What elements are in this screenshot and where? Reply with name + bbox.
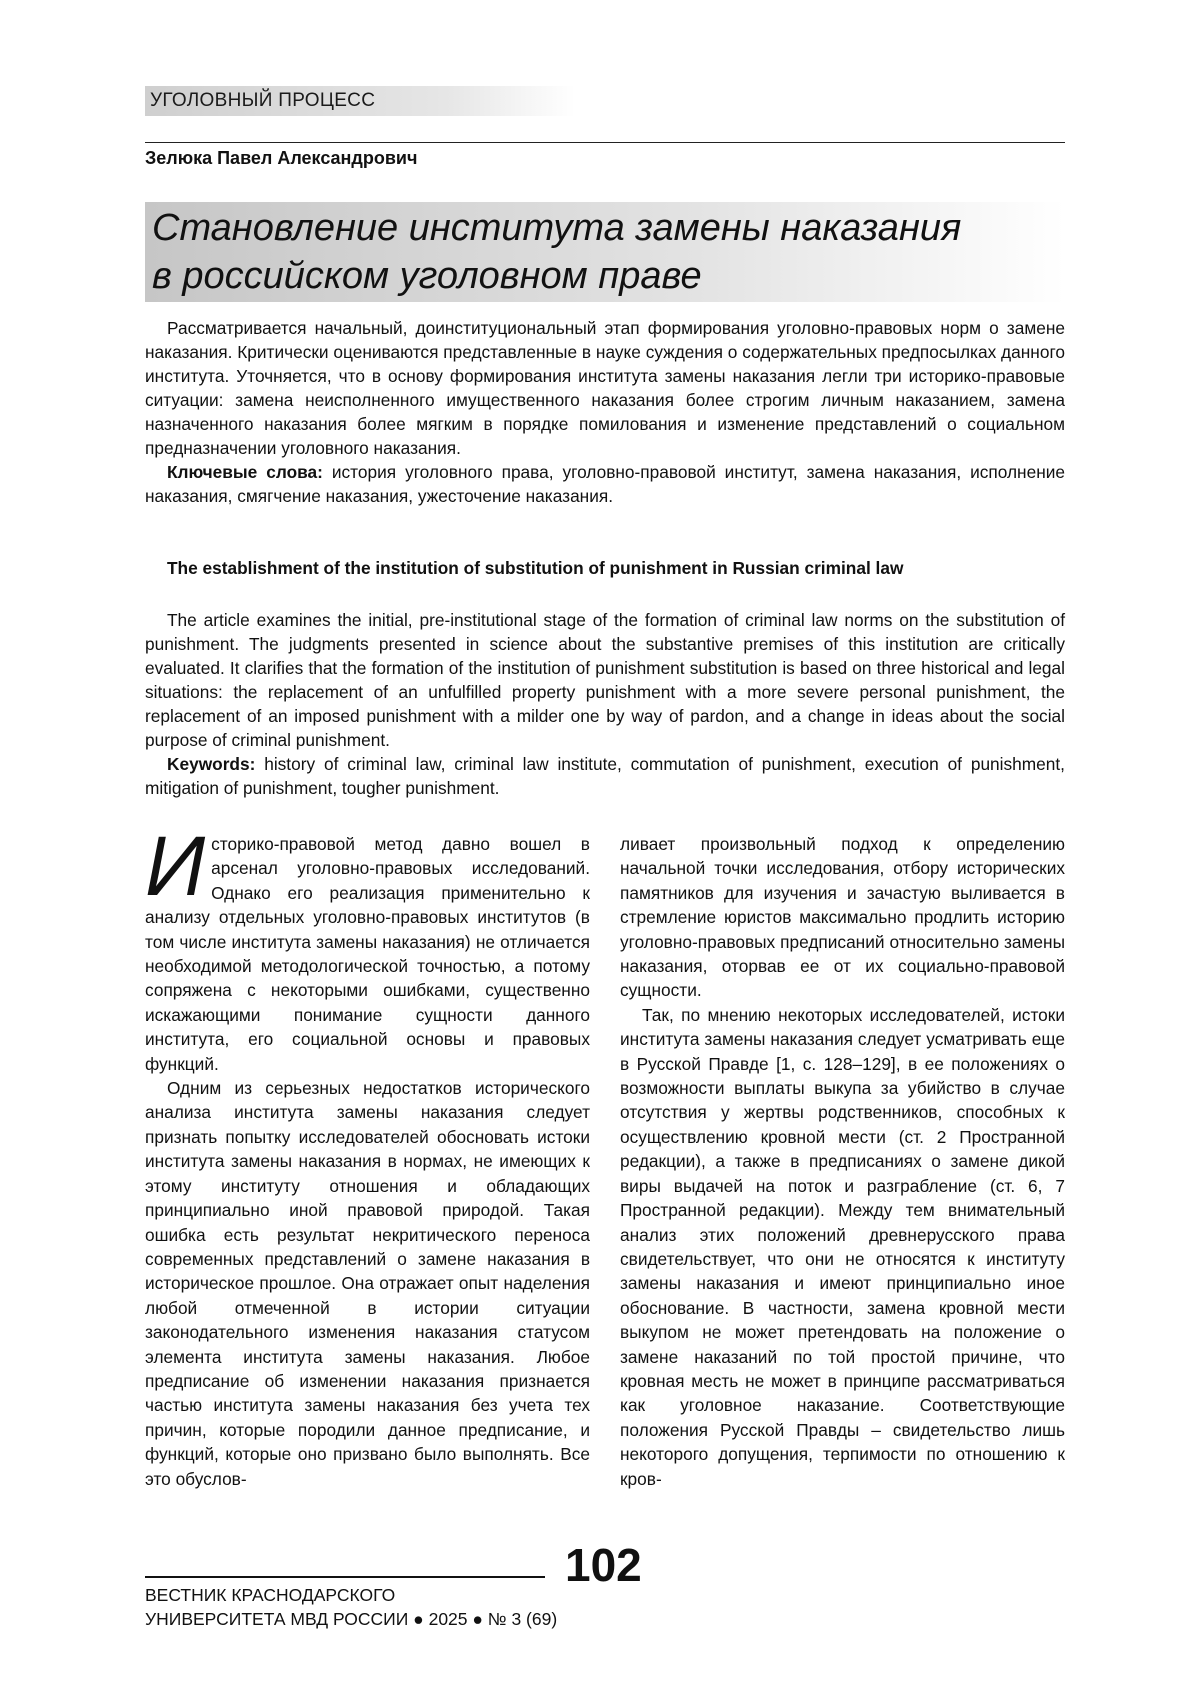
keywords-en-text: history of criminal law, criminal law institute, commutation of punishment, execution of punishment, mitigation of punishment, tougher punishment. [145, 754, 1065, 798]
footer-rule [145, 1576, 545, 1578]
body-right-p2: Так, по мнению некоторых исследователей, истоки института замены наказания следует усматривать еще в Русской Правде [1, с. 128–129], в ее положениях о возможности выплаты выкупа за убийство в случае отсутствия у жертвы родственников, способных к осуществлению кровной мести (ст. 2 Пространной редакции), а также в предписаниях о замене дикой виры выдачей на поток и разграбление (ст. 6, 7 Пространной редакции). Между тем внимательный анализ этих положений древнерусского права свидетельствует, что они не относятся к институту замены наказания и имеют принципиально иное обоснование. В частности, замена кровной мести выкупом не может претендовать на положение о замене наказаний по той простой причине, что кровная месть не может в принципе рассматриваться как уголовное наказание. Соответствующие положения Русской Правды – свидетельство лишь некоторого допущения, терпимости по отношению к кров- [620, 1004, 1065, 1489]
body-column-left [145, 819, 590, 1491]
title-line-1: Становление института замены наказания [152, 207, 962, 249]
body-paragraph [145, 819, 590, 1076]
body-left-p2: Одним из серьезных недостатков исторического анализа института замены наказания следует признать попытку исследователей обосновать истоки института замены наказания в нормах, не имеющих к этому институту отношения и обладающих принципиально иной правовой природой. Такая ошибка есть результат некритического переноса современных представлений о замене наказания в историческое прошлое. Она отражает опыт наделения любой отмеченной в истории ситуации законодательного изменения наказания статусом элемента института замены наказания. Любое предписание об изменении наказания признается частью института замены наказания без учета тех причин, которые породили данное предписание, и функций, которые оно призвано было выполнять. Все это обуслов- [145, 1078, 590, 1489]
title-line-2: в российском уголовном праве [152, 255, 702, 297]
header-rule [145, 142, 1065, 143]
journal-name [145, 1583, 557, 1631]
abstract-ru-text: Рассматривается начальный, доинституциональный этап формирования уголовно-правовых норм о замене наказания. Критически оцениваются представленные в науке суждения о содержательных предпосылках данного института. Уточняется, что в основу формирования института замены наказания легли три историко-правовые ситуации: замена неисполненного имущественного наказания более строгим личным наказанием, замена назначенного наказания более мягким в порядке помилования и изменение представлений о социальном предназначении уголовного наказания. [145, 318, 1065, 458]
keywords-en [145, 752, 1065, 800]
journal-line-2: УНИВЕРСИТЕТА МВД РОССИИ ● 2025 ● № 3 (69) [145, 1609, 558, 1629]
english-title: The establishment of the institution of substitution of punishment in Russian criminal law [167, 558, 904, 578]
keywords-en-label: Keywords: [167, 754, 256, 774]
journal-line-1: ВЕСТНИК КРАСНОДАРСКОГО [145, 1585, 396, 1605]
page-number: 102 [565, 1539, 642, 1591]
body-right-p1: ливает произвольный подход к определению начальной точки исследования, отбору исторических памятников для изучения и зачастую выливается в стремление юристов максимально продлить историю уголовно-правовых предписаний относительно замены наказания, оторвав ее от их социально-правовой сущности. [620, 834, 1065, 1001]
dropcap-letter: И [145, 819, 206, 913]
abstract-en [145, 608, 1065, 800]
abstract-ru [145, 316, 1065, 508]
abstract-en-text: The article examines the initial, pre-institutional stage of the formation of criminal law norms on the substitution of punishment. The judgments presented in science about the substantive premises of this institution are critically evaluated. It clarifies that the formation of the institution of punishment substitution is based on three historical and legal situations: the replacement of an unfulfilled property punishment with a more severe personal punishment, the replacement of an imposed punishment with a milder one by way of pardon, and a change in ideas about the social purpose of criminal punishment. [145, 610, 1065, 750]
section-label: УГОЛОВНЫЙ ПРОЦЕСС [150, 90, 376, 111]
article-title [152, 204, 1062, 300]
keywords-ru-label: Ключевые слова: [167, 462, 323, 482]
body-left-p1: сторико-правовой метод давно вошел в арсенал уголовно-правовых исследований. Однако его реализация применительно к анализу отдельных уголовно-правовых институтов (в том числе института замены наказания) не отличается необходимой методологической точностью, а потому сопряжена с некоторыми ошибками, существенно искажающими понимание сущности данного института, его социальной основы и правовых функций. [145, 834, 590, 1074]
keywords-ru-text: история уголовного права, уголовно-правовой институт, замена наказания, исполнение наказания, смягчение наказания, ужесточение наказания. [145, 462, 1066, 506]
body-column-right [620, 832, 1065, 1491]
author-name: Зелюка Павел Александрович [145, 148, 418, 168]
keywords-ru [145, 460, 1065, 508]
